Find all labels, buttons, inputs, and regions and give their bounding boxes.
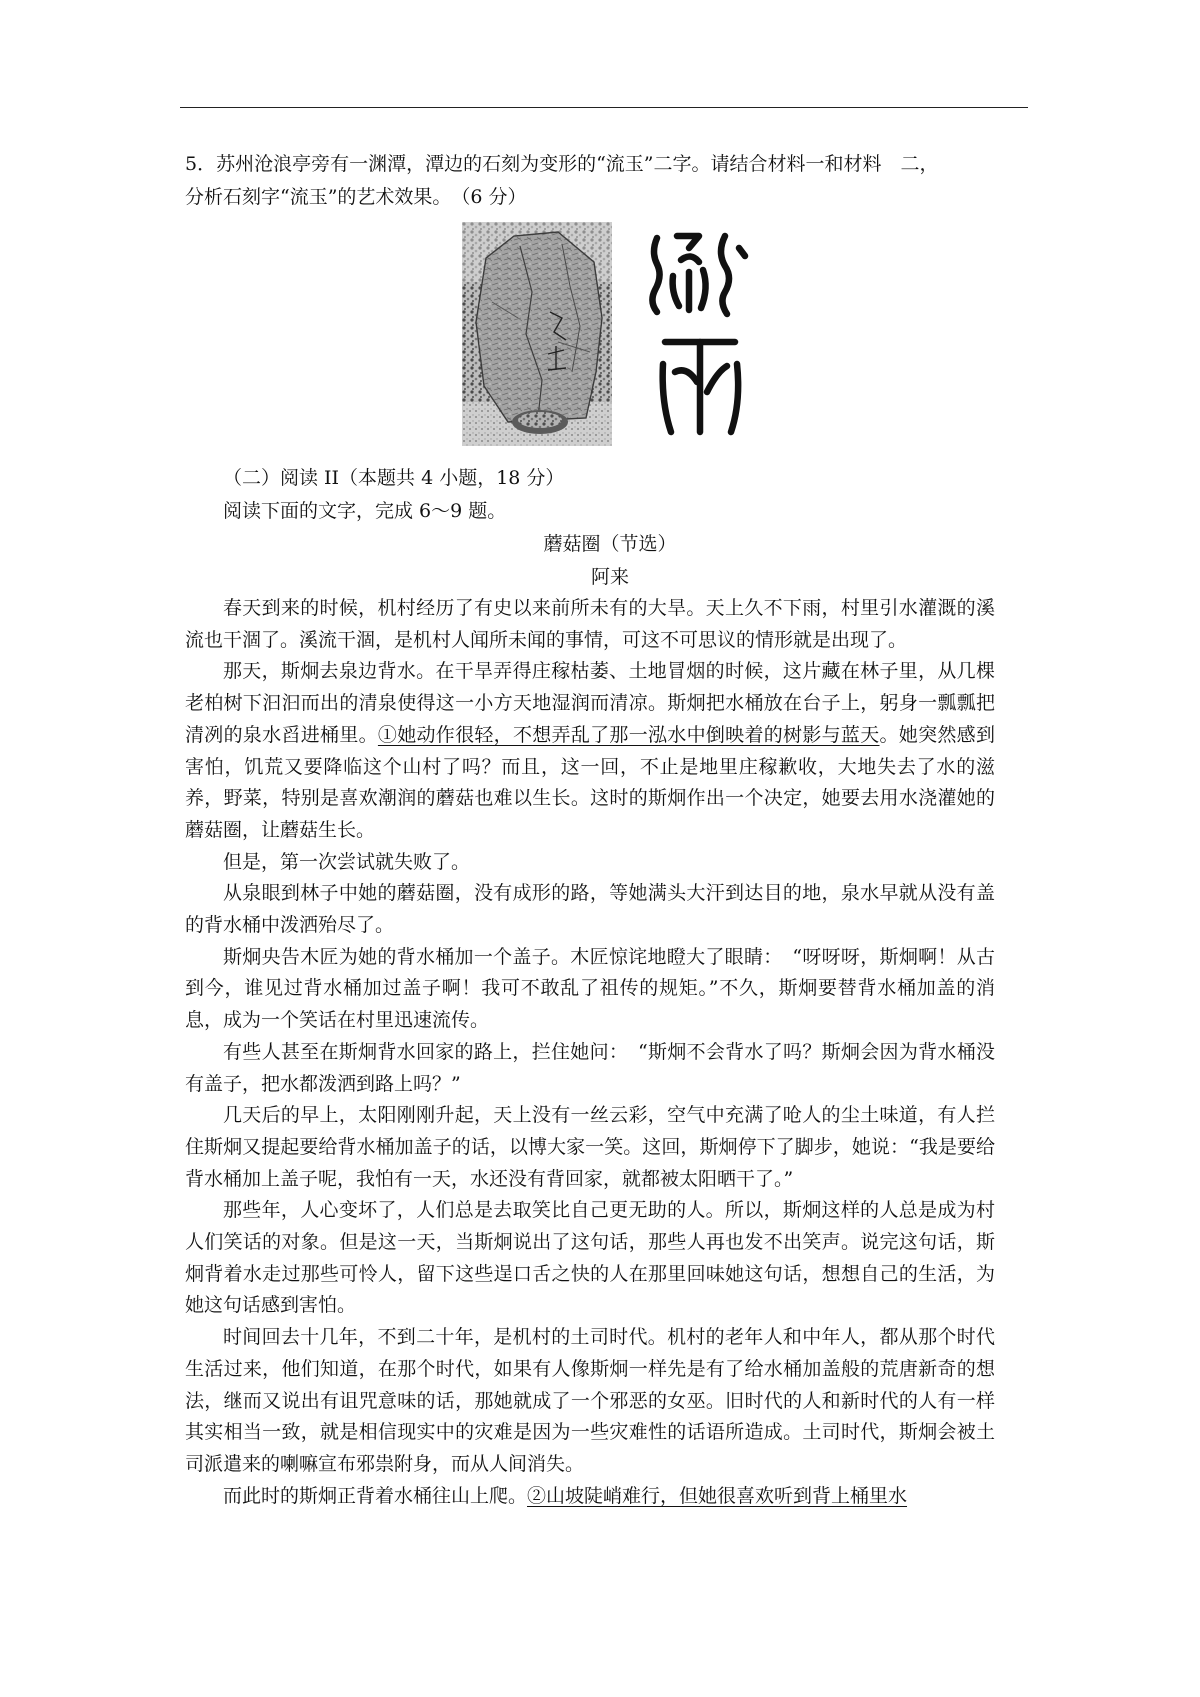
seal-script-liuyu — [647, 226, 751, 446]
stone-carving-figure — [462, 222, 752, 446]
paragraph-8: 那些年，人心变坏了，人们总是去取笑比自己更无助的人。所以，斯炯这样的人总是成为村人们笑话的对象。但是这一天，当斯炯说出了这句话，那些人再也发不出笑声。说完这句话，斯炯背着水走过那些可怜人，留下这些逞口舌之快的人在那里回味她这句话，想想自己的生活，为她这句话感到害怕。 — [185, 1199, 995, 1317]
paragraph-2 — [185, 656, 995, 846]
article-body — [185, 593, 995, 1512]
article-title: 蘑菇圈（节选） — [543, 533, 677, 555]
paragraph-9: 时间回去十几年，不到二十年，是机村的土司时代。机村的老年人和中年人，都从那个时代生活过来，他们知道，在那个时代，如果有人像斯炯一样先是有了给水桶加盖般的荒唐新奇的想法，继而又说出有诅咒意味的话，那她就成了一个邪恶的女巫。旧时代的人和新时代的人有一样其实相当一致，就是相信现实中的灾难是因为一些灾难性的话语所造成。土司时代，斯炯会被土司派遣来的喇嘛宣布邪祟附身，而从人间消失。 — [185, 1326, 995, 1475]
question-5-line-2: 分析石刻字“流玉”的艺术效果。 （6 分） — [185, 186, 527, 208]
seal-char-yu — [663, 342, 738, 432]
paragraph-1: 春天到来的时候，机村经历了有史以来前所未有的大旱。天上久不下雨，村里引水灌溉的溪流也干涸了。溪流干涸，是机村人闻所未闻的事情，可这不可思议的情形就是出现了。 — [185, 597, 995, 651]
seal-char-liu — [652, 236, 745, 314]
paragraph-2-text-b: 。她突然感到害怕，饥荒又要降临这个山村了吗？而且，这一回，不止是地里庄稼歉收，大地失去了水的滋养，野菜，特别是喜欢潮润的蘑菇也难以生长。这时的斯炯作出一个决定，她要去用水浇灌她的蘑菇圈，让蘑菇生长。 — [185, 723, 995, 841]
underlined-sentence-1: ①她动作很轻，不想弄乱了那一泓水中倒映着的树影与蓝天 — [377, 723, 880, 746]
underlined-sentence-2: ②山坡陡峭难行，但她很喜欢听到背上桶里水 — [527, 1484, 908, 1507]
article-author: 阿来 — [590, 566, 629, 588]
paragraph-7: 几天后的早上，太阳刚刚升起，天上没有一丝云彩，空气中充满了呛人的尘土味道，有人拦住斯炯又提起要给背水桶加盖子的话，以博大家一笑。这回，斯炯停下了脚步，她说：“我是要给背水桶加上盖子呢，我怕有一天，水还没有背回家，就都被太阳晒干了。” — [185, 1104, 995, 1190]
reading-section-header — [185, 462, 1035, 594]
question-5 — [185, 148, 1025, 214]
header-rule — [180, 107, 1028, 108]
paragraph-10-text-a: 而此时的斯炯正背着水桶往山上爬。 — [223, 1484, 528, 1507]
section-instruction: 阅读下面的文字，完成 6～9 题。 — [223, 500, 507, 522]
question-5-line-1: 5．苏州沧浪亭旁有一渊潭，潭边的石刻为变形的“流玉”二字。请结合材料一和材料 二， — [185, 153, 939, 175]
paragraph-10 — [185, 1481, 995, 1513]
stone-carving-photo — [462, 222, 612, 446]
paragraph-2-text-a: 那天，斯炯去泉边背水。在干旱弄得庄稼枯萎、土地冒烟的时候，这片藏在林子里，从几棵老柏树下汩汩而出的清泉使得这一小方天地湿润而清凉。斯炯把水桶放在台子上，躬身一瓢瓢把清冽的泉水舀进桶里。 — [185, 660, 995, 746]
paragraph-3: 但是，第一次尝试就失败了。 — [223, 850, 471, 873]
section-heading: （二）阅读 II（本题共 4 小题，18 分） — [223, 467, 565, 489]
paragraph-5: 斯炯央告木匠为她的背水桶加一个盖子。木匠惊诧地瞪大了眼睛： “呀呀呀，斯炯啊！从古到今，谁见过背水桶加过盖子啊！我可不敢乱了祖传的规矩。”不久，斯炯要替背水桶加盖的消息，成为一个笑话在村里迅速流传。 — [185, 945, 995, 1032]
paragraph-4: 从泉眼到林子中她的蘑菇圈，没有成形的路，等她满头大汗到达目的地，泉水早就从没有盖的背水桶中泼洒殆尽了。 — [185, 882, 995, 937]
paragraph-6: 有些人甚至在斯炯背水回家的路上，拦住她问： “斯炯不会背水了吗？斯炯会因为背水桶没有盖子，把水都泼洒到路上吗？” — [185, 1040, 995, 1095]
